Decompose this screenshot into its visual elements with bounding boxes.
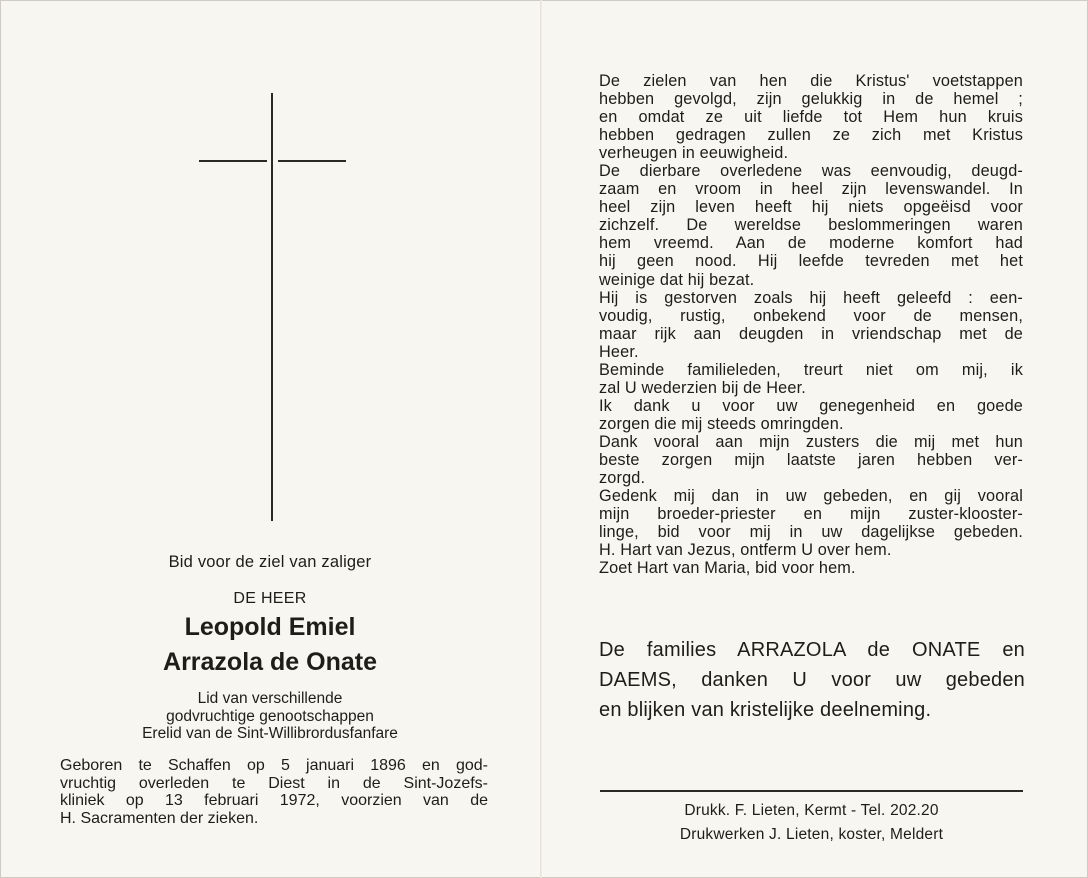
text-line: vruchtig overleden te Diest in de Sint-Jozefs- [60, 774, 488, 792]
text-line: kliniek op 13 februari 1972, voorzien van de [60, 792, 488, 810]
text-line: zaam en vroom in heel zijn levenswandel. In [599, 180, 1023, 199]
text-line: Geboren te Schaffen op 5 januari 1896 en god- [60, 757, 488, 774]
text-line: Heer. [599, 342, 639, 361]
printer-credit: Drukk. F. Lieten, Kermt - Tel. 202.20 [684, 802, 939, 819]
text-line: De zielen van hen die Kristus' voetstappen [599, 72, 1023, 90]
text-line: Ik dank u voor uw genegenheid en goede [599, 396, 1023, 415]
text-line: De dierbare overledene was eenvoudig, deugd- [599, 162, 1023, 181]
family-thanks [599, 635, 1025, 725]
text-line: hij geen nood. Hij leefde tevreden met het [599, 252, 1023, 271]
thanks-line: De families ARRAZOLA de ONATE en [599, 639, 1025, 661]
membership-line: Lid van verschillende [197, 690, 343, 707]
fold-line [540, 0, 542, 878]
text-line: hebben gedragen zullen ze zich met Kristus [599, 126, 1023, 145]
thanks-line: DAEMS, danken U voor uw gebeden [599, 669, 1025, 691]
text-line: verheugen in eeuwigheid. [599, 144, 789, 163]
divider [600, 790, 1023, 792]
text-line: Gedenk mij dan in uw gebeden, en gij vooral [599, 487, 1023, 506]
text-line: zorgen die mij steeds omringden. [599, 414, 844, 433]
membership-line: godvruchtige genootschappen [166, 707, 374, 725]
memorial-text [599, 72, 1023, 577]
text-line: zichzelf. De wereldse beslommeringen waren [599, 216, 1023, 235]
text-line: heel zijn leven heeft hij niets opgeëisd voor [599, 198, 1023, 217]
text-line: H. Sacramenten der zieken. [60, 809, 259, 827]
thanks-line: en blijken van kristelijke deelneming. [599, 699, 932, 721]
text-line: beste zorgen mijn laatste jaren hebben ver- [599, 450, 1023, 469]
text-line: Zoet Hart van Maria, bid voor hem. [599, 559, 856, 578]
text-line: en omdat ze uit liefde tot Hem hun kruis [599, 108, 1023, 127]
printer-credit-secondary: Drukwerken J. Lieten, koster, Meldert [679, 826, 944, 843]
membership-line: Erelid van de Sint-Willibrordusfanfare [142, 725, 398, 742]
deceased-first-names: Leopold Emiel [184, 613, 356, 641]
deceased-surname: Arrazola de Onate [163, 648, 377, 676]
text-line: zorgd. [599, 469, 646, 488]
text-line: weinige dat hij bezat. [599, 270, 755, 289]
text-line: mijn broeder-priester en mijn zuster-klooster- [599, 505, 1023, 524]
text-line: hebben gevolgd, zijn gelukkig in de hemel ; [599, 90, 1023, 109]
text-line: zal U wederzien bij de Heer. [599, 378, 806, 397]
text-line: maar rijk aan deugden in vriendschap met de [599, 324, 1023, 343]
text-line: Beminde familieleden, treurt niet om mij, ik [599, 360, 1023, 379]
text-line: Dank vooral aan mijn zusters die mij met hun [599, 432, 1023, 451]
text-line: hem vreemd. Aan de moderne komfort had [599, 234, 1023, 253]
membership-block [100, 690, 440, 743]
text-line: linge, bid voor mij in uw dagelijkse gebeden. [599, 523, 1023, 542]
prayer-line: Bid voor de ziel van zaliger [168, 553, 372, 571]
text-line: H. Hart van Jezus, ontferm U over hem. [599, 541, 892, 560]
text-line: Hij is gestorven zoals hij heeft geleefd : een- [599, 288, 1023, 307]
honorific: DE HEER [233, 590, 307, 607]
birth-death-text [60, 757, 488, 827]
text-line: voudig, rustig, onbekend voor de mensen, [599, 306, 1023, 325]
